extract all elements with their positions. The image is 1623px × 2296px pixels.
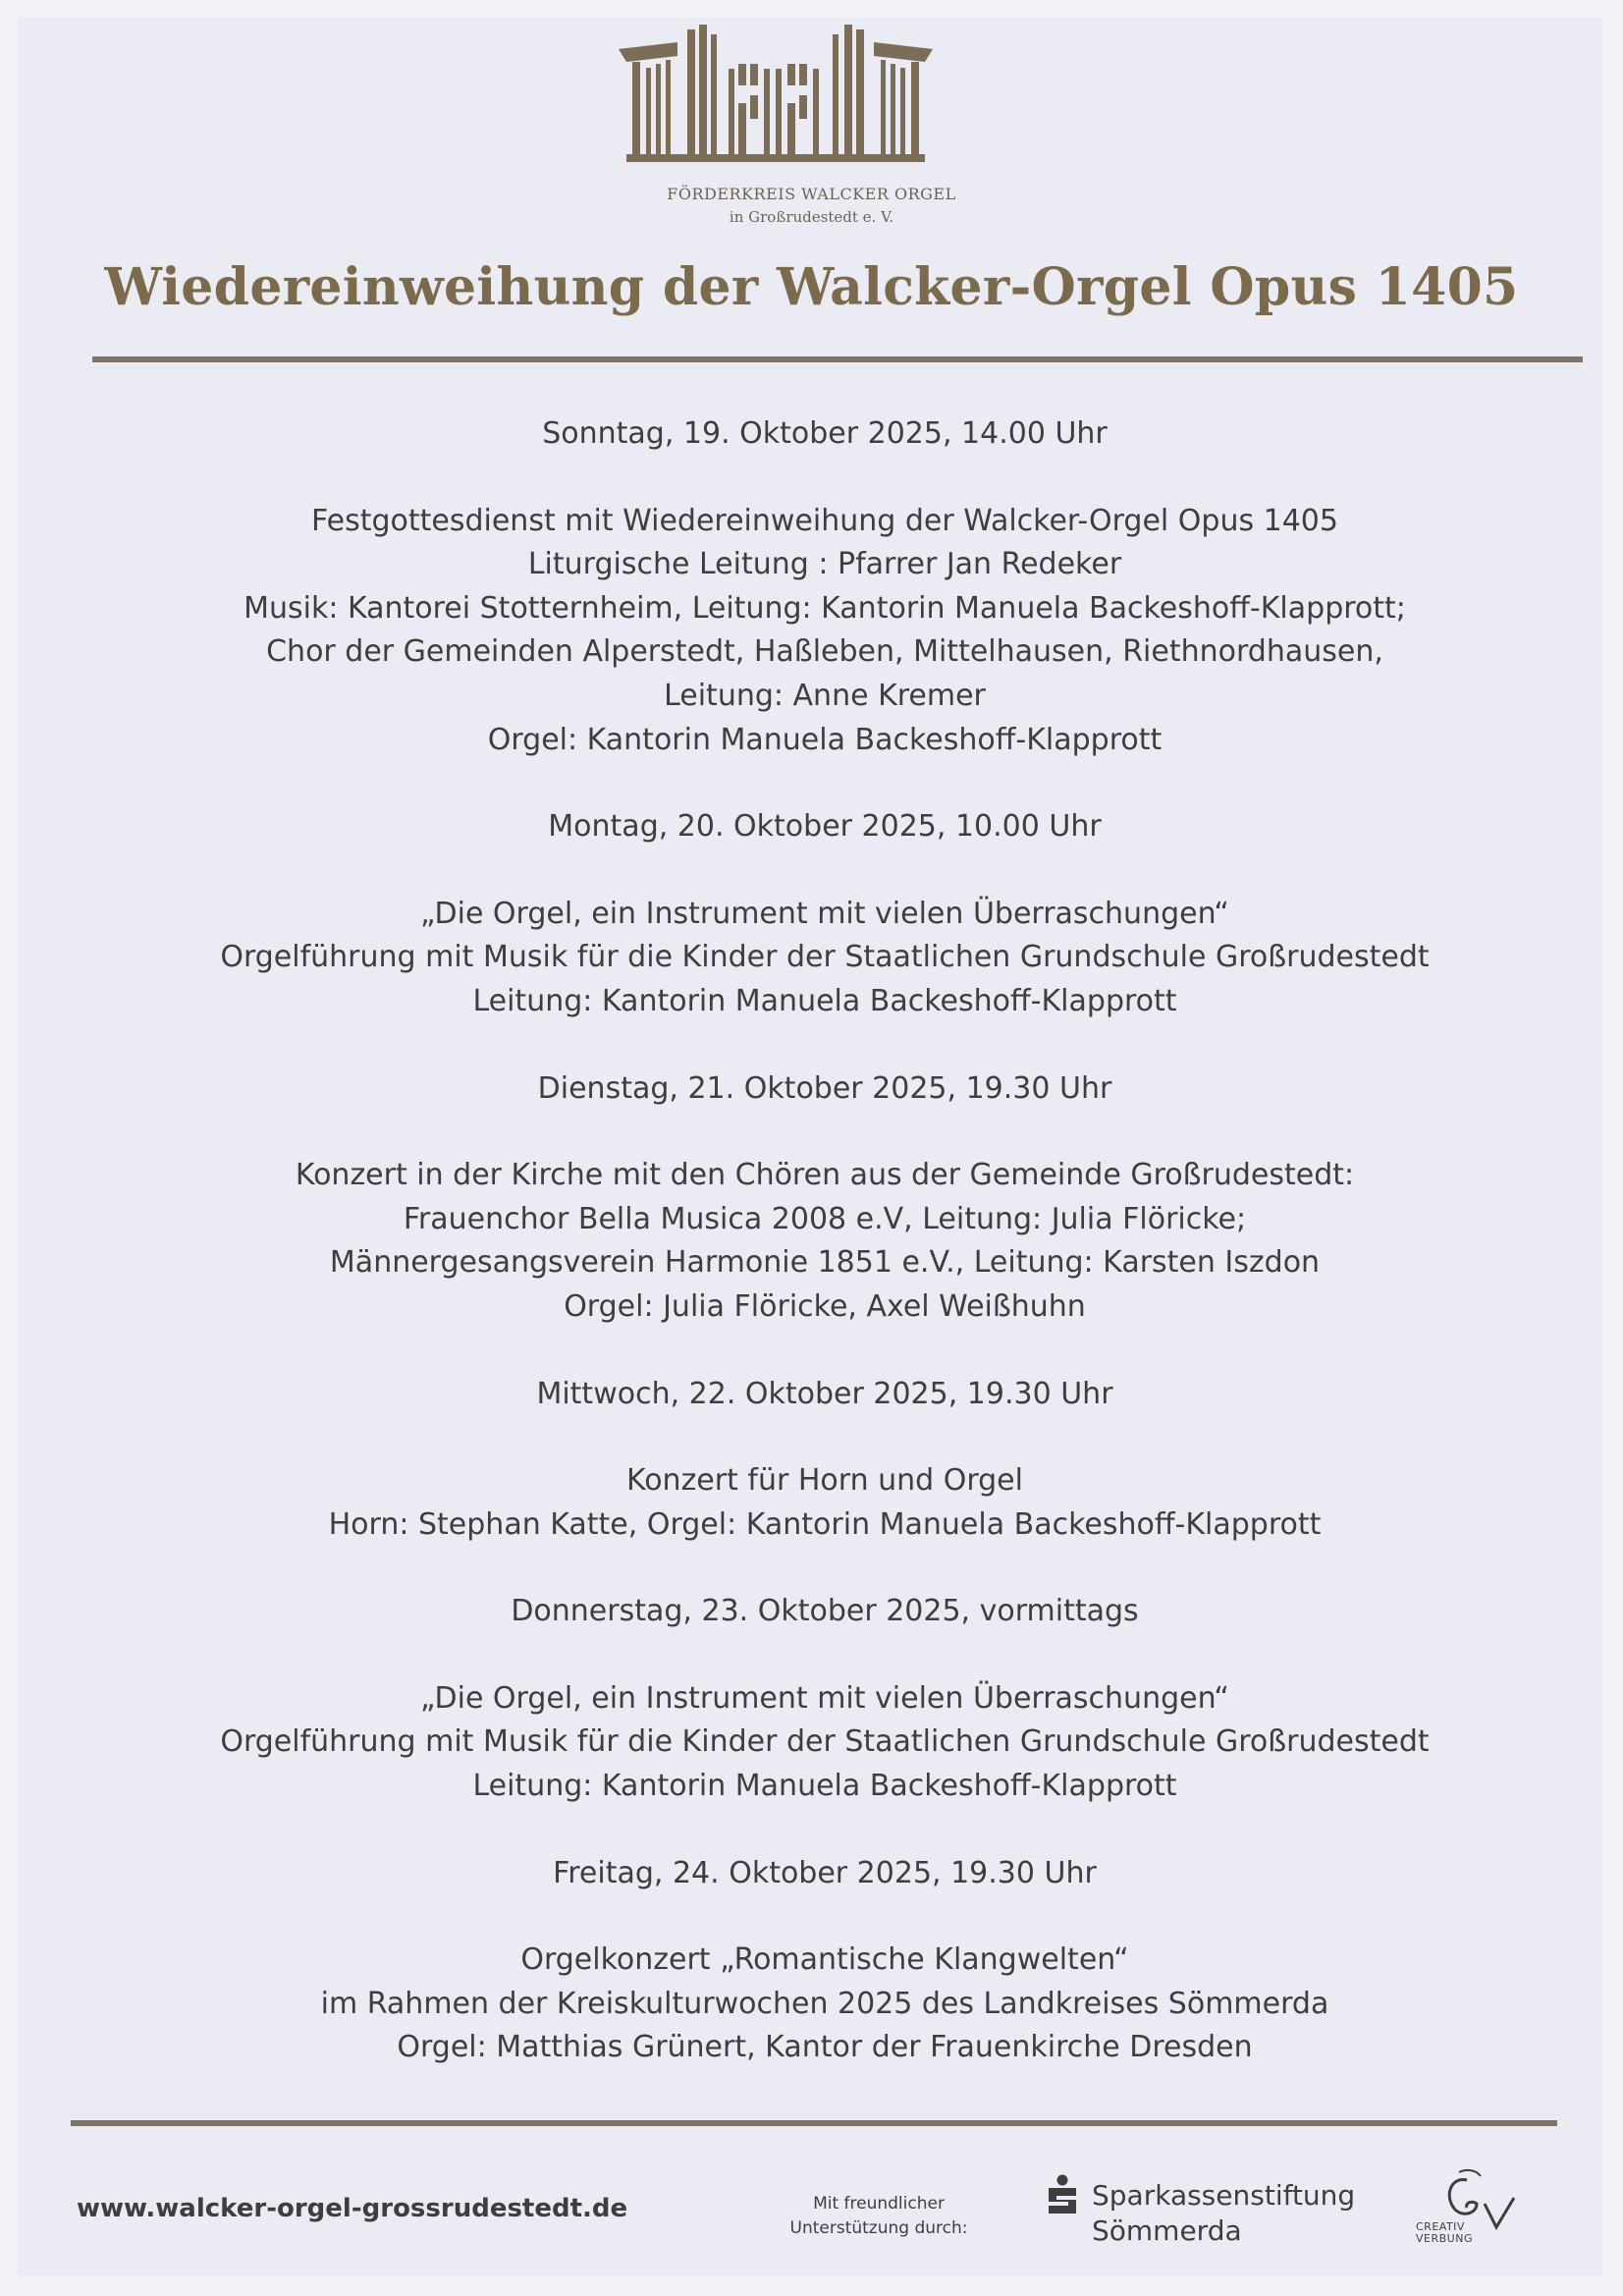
sparkasse-logo-icon: [1045, 2174, 1080, 2217]
event-line: Musik: Kantorei Stotternheim, Leitung: Kantorin Manuela Backeshoff-Klapprott;: [243, 590, 1406, 626]
event-line: Chor der Gemeinden Alperstedt, Haßleben, Mittelhausen, Riethnordhausen,: [266, 634, 1383, 670]
event-details: [79, 1154, 1571, 1329]
event-line: Orgel: Julia Flöricke, Axel Weißhuhn: [564, 1288, 1086, 1324]
event-line: Leitung: Kantorin Manuela Backeshoff-Klapprott: [472, 1769, 1177, 1804]
event-line: Orgelkonzert „Romantische Klangwelten“: [520, 1942, 1129, 1978]
top-divider: [92, 356, 1583, 362]
event-line: „Die Orgel, ein Instrument mit vielen Überraschungen“: [420, 1680, 1229, 1716]
sponsor-note: [756, 2192, 1001, 2241]
event-line: Orgel: Matthias Grünert, Kantor der Frauenkirche Dresden: [397, 2030, 1253, 2065]
sponsor-note-line2: Unterstützung durch:: [789, 2218, 968, 2238]
event-date: Montag, 20. Oktober 2025, 10.00 Uhr: [548, 809, 1102, 845]
event-details: [79, 893, 1571, 1024]
event-date: Mittwoch, 22. Oktober 2025, 19.30 Uhr: [536, 1376, 1113, 1411]
event-line: Konzert für Horn und Orgel: [626, 1463, 1023, 1499]
sponsor-name-line1: Sparkassenstiftung: [1092, 2179, 1356, 2212]
event-line: Festgottesdienst mit Wiedereinweihung der Walcker-Orgel Opus 1405: [311, 503, 1338, 538]
event-line: im Rahmen der Kreiskulturwochen 2025 des Landkreises Sömmerda: [320, 1986, 1329, 2021]
sponsor-name-line2: Sömmerda: [1092, 2214, 1242, 2247]
event-details: [79, 1939, 1571, 2070]
event-line: Männergesangsverein Harmonie 1851 e.V., Leitung: Karsten Iszdon: [329, 1245, 1321, 1281]
event-line: Orgelführung mit Musik für die Kinder der Staatlichen Grundschule Großrudestedt: [220, 1724, 1430, 1760]
event-line: Leitung: Anne Kremer: [664, 678, 986, 713]
website-link[interactable]: www.walcker-orgel-grossrudestedt.de: [77, 2194, 628, 2223]
org-name-line2: in Großrudestedt e. V.: [729, 208, 894, 226]
organ-logo: [619, 25, 933, 167]
sponsor-note-line1: Mit freundlicher: [813, 2194, 945, 2214]
event-details: [79, 500, 1571, 763]
event-line: Konzert in der Kirche mit den Chören aus der Gemeinde Großrudestedt:: [295, 1158, 1355, 1193]
event-line: Liturgische Leitung : Pfarrer Jan Redeker: [527, 547, 1122, 582]
event-date: Freitag, 24. Oktober 2025, 19.30 Uhr: [553, 1855, 1097, 1890]
event-date: Sonntag, 19. Oktober 2025, 14.00 Uhr: [542, 416, 1108, 451]
event-date: Donnerstag, 23. Oktober 2025, vormittags: [511, 1594, 1139, 1629]
org-name-line1: FÖRDERKREIS WALCKER ORGEL: [667, 185, 956, 203]
event-line: Frauenchor Bella Musica 2008 e.V, Leitung: Julia Flöricke;: [403, 1201, 1247, 1236]
event-details: [79, 1459, 1571, 1547]
event-program: [79, 412, 1571, 2070]
page-title: Wiedereinweihung der Walcker-Orgel Opus 1405: [104, 257, 1519, 317]
event-date: Dienstag, 21. Oktober 2025, 19.30 Uhr: [537, 1070, 1112, 1106]
event-line: Leitung: Kantorin Manuela Backeshoff-Klapprott: [472, 983, 1177, 1018]
creativ-verbung-label: CREATIV VERBUNG: [1416, 2220, 1473, 2245]
event-details: [79, 1677, 1571, 1809]
bottom-divider: [71, 2120, 1557, 2126]
event-line: „Die Orgel, ein Instrument mit vielen Überraschungen“: [420, 896, 1229, 931]
sponsor-name: [1092, 2178, 1355, 2249]
event-line: Orgelführung mit Musik für die Kinder der Staatlichen Grundschule Großrudestedt: [220, 940, 1430, 975]
event-line: Orgel: Kantorin Manuela Backeshoff-Klapprott: [487, 722, 1163, 757]
event-line: Horn: Stephan Katte, Orgel: Kantorin Manuela Backeshoff-Klapprott: [328, 1506, 1322, 1542]
